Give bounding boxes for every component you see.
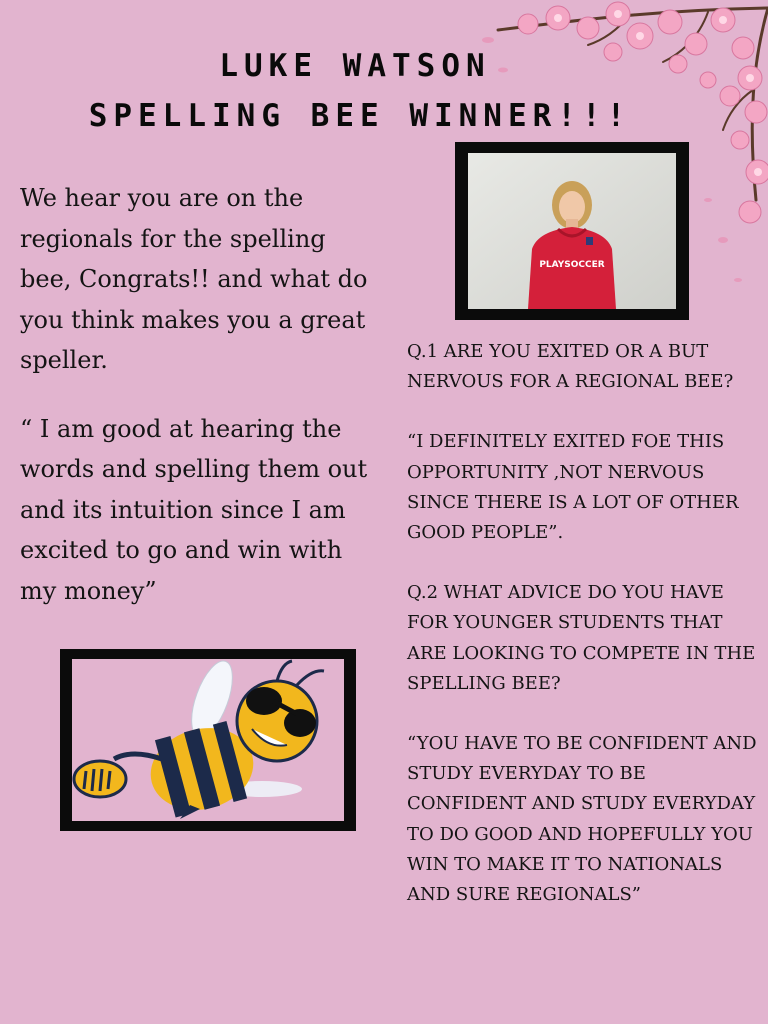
bee-mascot-frame xyxy=(60,649,356,831)
question-1: Q.1 ARE YOU EXITED OR A BUT NERVOUS FOR A REGIONAL BEE? xyxy=(407,341,734,393)
student-photo xyxy=(468,153,676,309)
interview-section xyxy=(407,337,757,910)
intro-section xyxy=(20,178,382,611)
answer-1: “I DEFINITELY EXITED FOE THIS OPPORTUNITY ,NOT NERVOUS SINCE THERE IS A LOT OF OTHER GOOD PEOPLE”. xyxy=(407,431,739,544)
bee-mascot-image xyxy=(72,659,344,821)
intro-question: We hear you are on the regionals for the spelling bee, Congrats!! and what do you think makes you a great speller. xyxy=(20,184,368,374)
intro-answer: “ I am good at hearing the words and spelling them out and its intuition since I am excited to go and win with my money” xyxy=(20,414,368,605)
answer-2: “YOU HAVE TO BE CONFIDENT AND STUDY EVERYDAY TO BE CONFIDENT AND STUDY EVERYDAY TO DO GOOD AND HOPEFULLY YOU WIN TO MAKE IT TO NATIONALS AND SURE REGIONALS” xyxy=(407,733,757,906)
title-subtitle: SPELLING BEE WINNER!!! xyxy=(88,98,632,134)
student-photo-frame xyxy=(455,142,689,320)
question-2: Q.2 WHAT ADVICE DO YOU HAVE FOR YOUNGER STUDENTS THAT ARE LOOKING TO COMPETE IN THE SPELLING BEE? xyxy=(407,582,756,694)
shirt-logo-text: PLAYSOCCER xyxy=(539,260,605,270)
title-name: LUKE WATSON xyxy=(219,48,491,84)
